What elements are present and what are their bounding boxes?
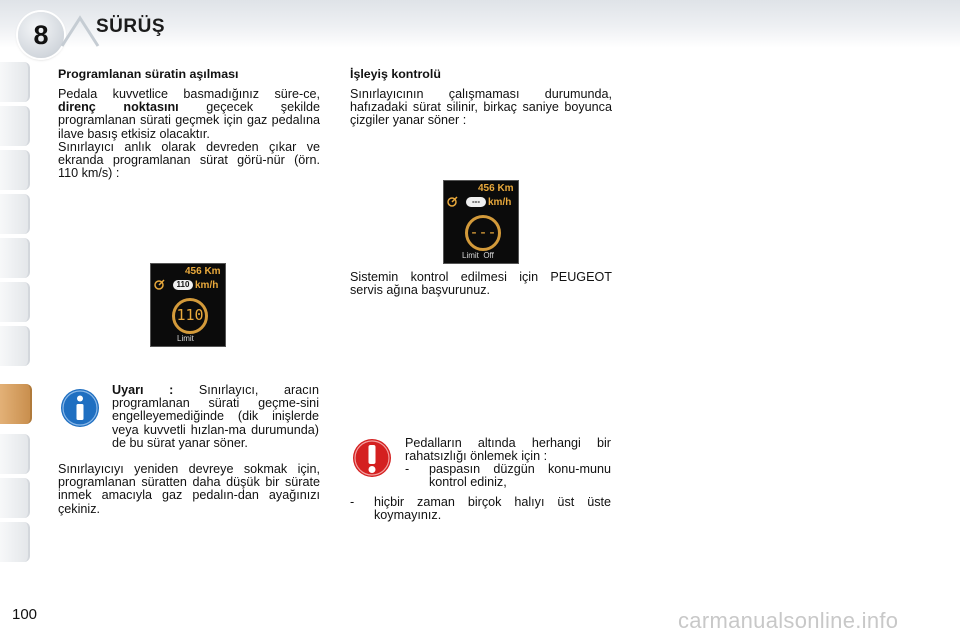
warning-icon [352, 438, 392, 478]
chapter-number-badge: 8 [18, 12, 64, 58]
chapter-tab[interactable] [0, 106, 30, 146]
section-heading-operation-check: İşleyiş kontrolü [350, 67, 441, 81]
text-span: Pedala kuvvetlice basmadığınız süre-ce, [58, 87, 320, 101]
speed-pill: --- [466, 197, 486, 207]
chapter-tab[interactable] [0, 478, 30, 518]
paragraph-malfunction: Sınırlayıcının çalışmaması durumunda, hafızadaki sürat silinir, birkaç saniye boyunca çizgiler yanar söner : [350, 87, 612, 128]
chapter-tab[interactable] [0, 282, 30, 322]
limit-label: Limit [177, 334, 194, 343]
odometer-readout: 456 Km [185, 266, 221, 277]
text-span: geçecek şekilde programlanan sürati geçmek için gaz pedalına ilave basış etkisiz olacaktır. [58, 100, 321, 141]
chapter-tab[interactable] [0, 522, 30, 562]
note-text: Sınırlayıcı, aracın programlanan sürati geçme-sini engelleyemediğinde (dik inişlerde veya kuvvetli hızlan-ma durumunda) de bu sürat yanar söner. [112, 383, 319, 450]
limiter-symbol-icon [447, 195, 461, 207]
programmed-speed-value: 110 [176, 306, 204, 324]
chapter-tab[interactable] [0, 238, 30, 278]
header-chevron-icon [60, 14, 100, 48]
list-dash: - [405, 462, 410, 476]
speed-unit: km/h [488, 197, 512, 208]
dashed-speed-value: --- [469, 223, 497, 241]
limit-off-label: Limit Off [462, 251, 494, 260]
speed-limiter-off-display [443, 180, 519, 264]
note-paragraph-2: Sınırlayıcıyı yeniden devreye sokmak için, programlanan süratten daha düşük bir sürate inmek amacıyla gaz pedalın-dan ayağınızı çekiniz. [58, 462, 320, 516]
chapter-tab[interactable] [0, 194, 30, 234]
speed-limiter-display [150, 263, 226, 347]
paragraph-service: Sistemin kontrol edilmesi için PEUGEOT servis ağına başvurunuz. [350, 270, 612, 298]
speed-unit: km/h [195, 280, 219, 291]
bold-term: direnç noktasını [58, 100, 179, 115]
page-number: 100 [12, 606, 38, 623]
limiter-symbol-icon [154, 278, 168, 290]
odometer-readout: 456 Km [478, 183, 514, 194]
info-icon [60, 388, 100, 428]
paragraph-resistance-point [58, 88, 320, 141]
chapter-tab[interactable] [0, 434, 30, 474]
speed-pill: 110 [173, 280, 193, 290]
list-dash: - [350, 495, 355, 509]
warning-intro: Pedalların altında herhangi bir rahatsızlığı önlemek için : [405, 436, 611, 464]
warning-item [405, 463, 611, 489]
warning-item-text: hiçbir zaman birçok halıyı üst üste koymayınız. [374, 495, 611, 523]
chapter-tab-strip [0, 62, 34, 582]
chapter-title: SÜRÜŞ [96, 16, 166, 37]
watermark: carmanualsonline.info [678, 608, 899, 633]
chapter-tab[interactable] [0, 62, 30, 102]
chapter-tab[interactable] [0, 326, 30, 366]
chapter-tab[interactable] [0, 150, 30, 190]
warning-item-text: paspasın düzgün konu-munu kontrol ediniz, [429, 462, 611, 490]
chapter-tab-active[interactable] [0, 384, 32, 424]
note-label: Uyarı : [112, 383, 174, 397]
note-paragraph [112, 384, 319, 450]
paragraph-speed-display: Sınırlayıcı anlık olarak devreden çıkar ve ekranda programlanan sürat görü-nür (örn. 110 km/s) : [58, 140, 320, 181]
warning-item [350, 496, 611, 522]
section-heading-speed-exceed: Programlanan süratin aşılması [58, 67, 239, 81]
